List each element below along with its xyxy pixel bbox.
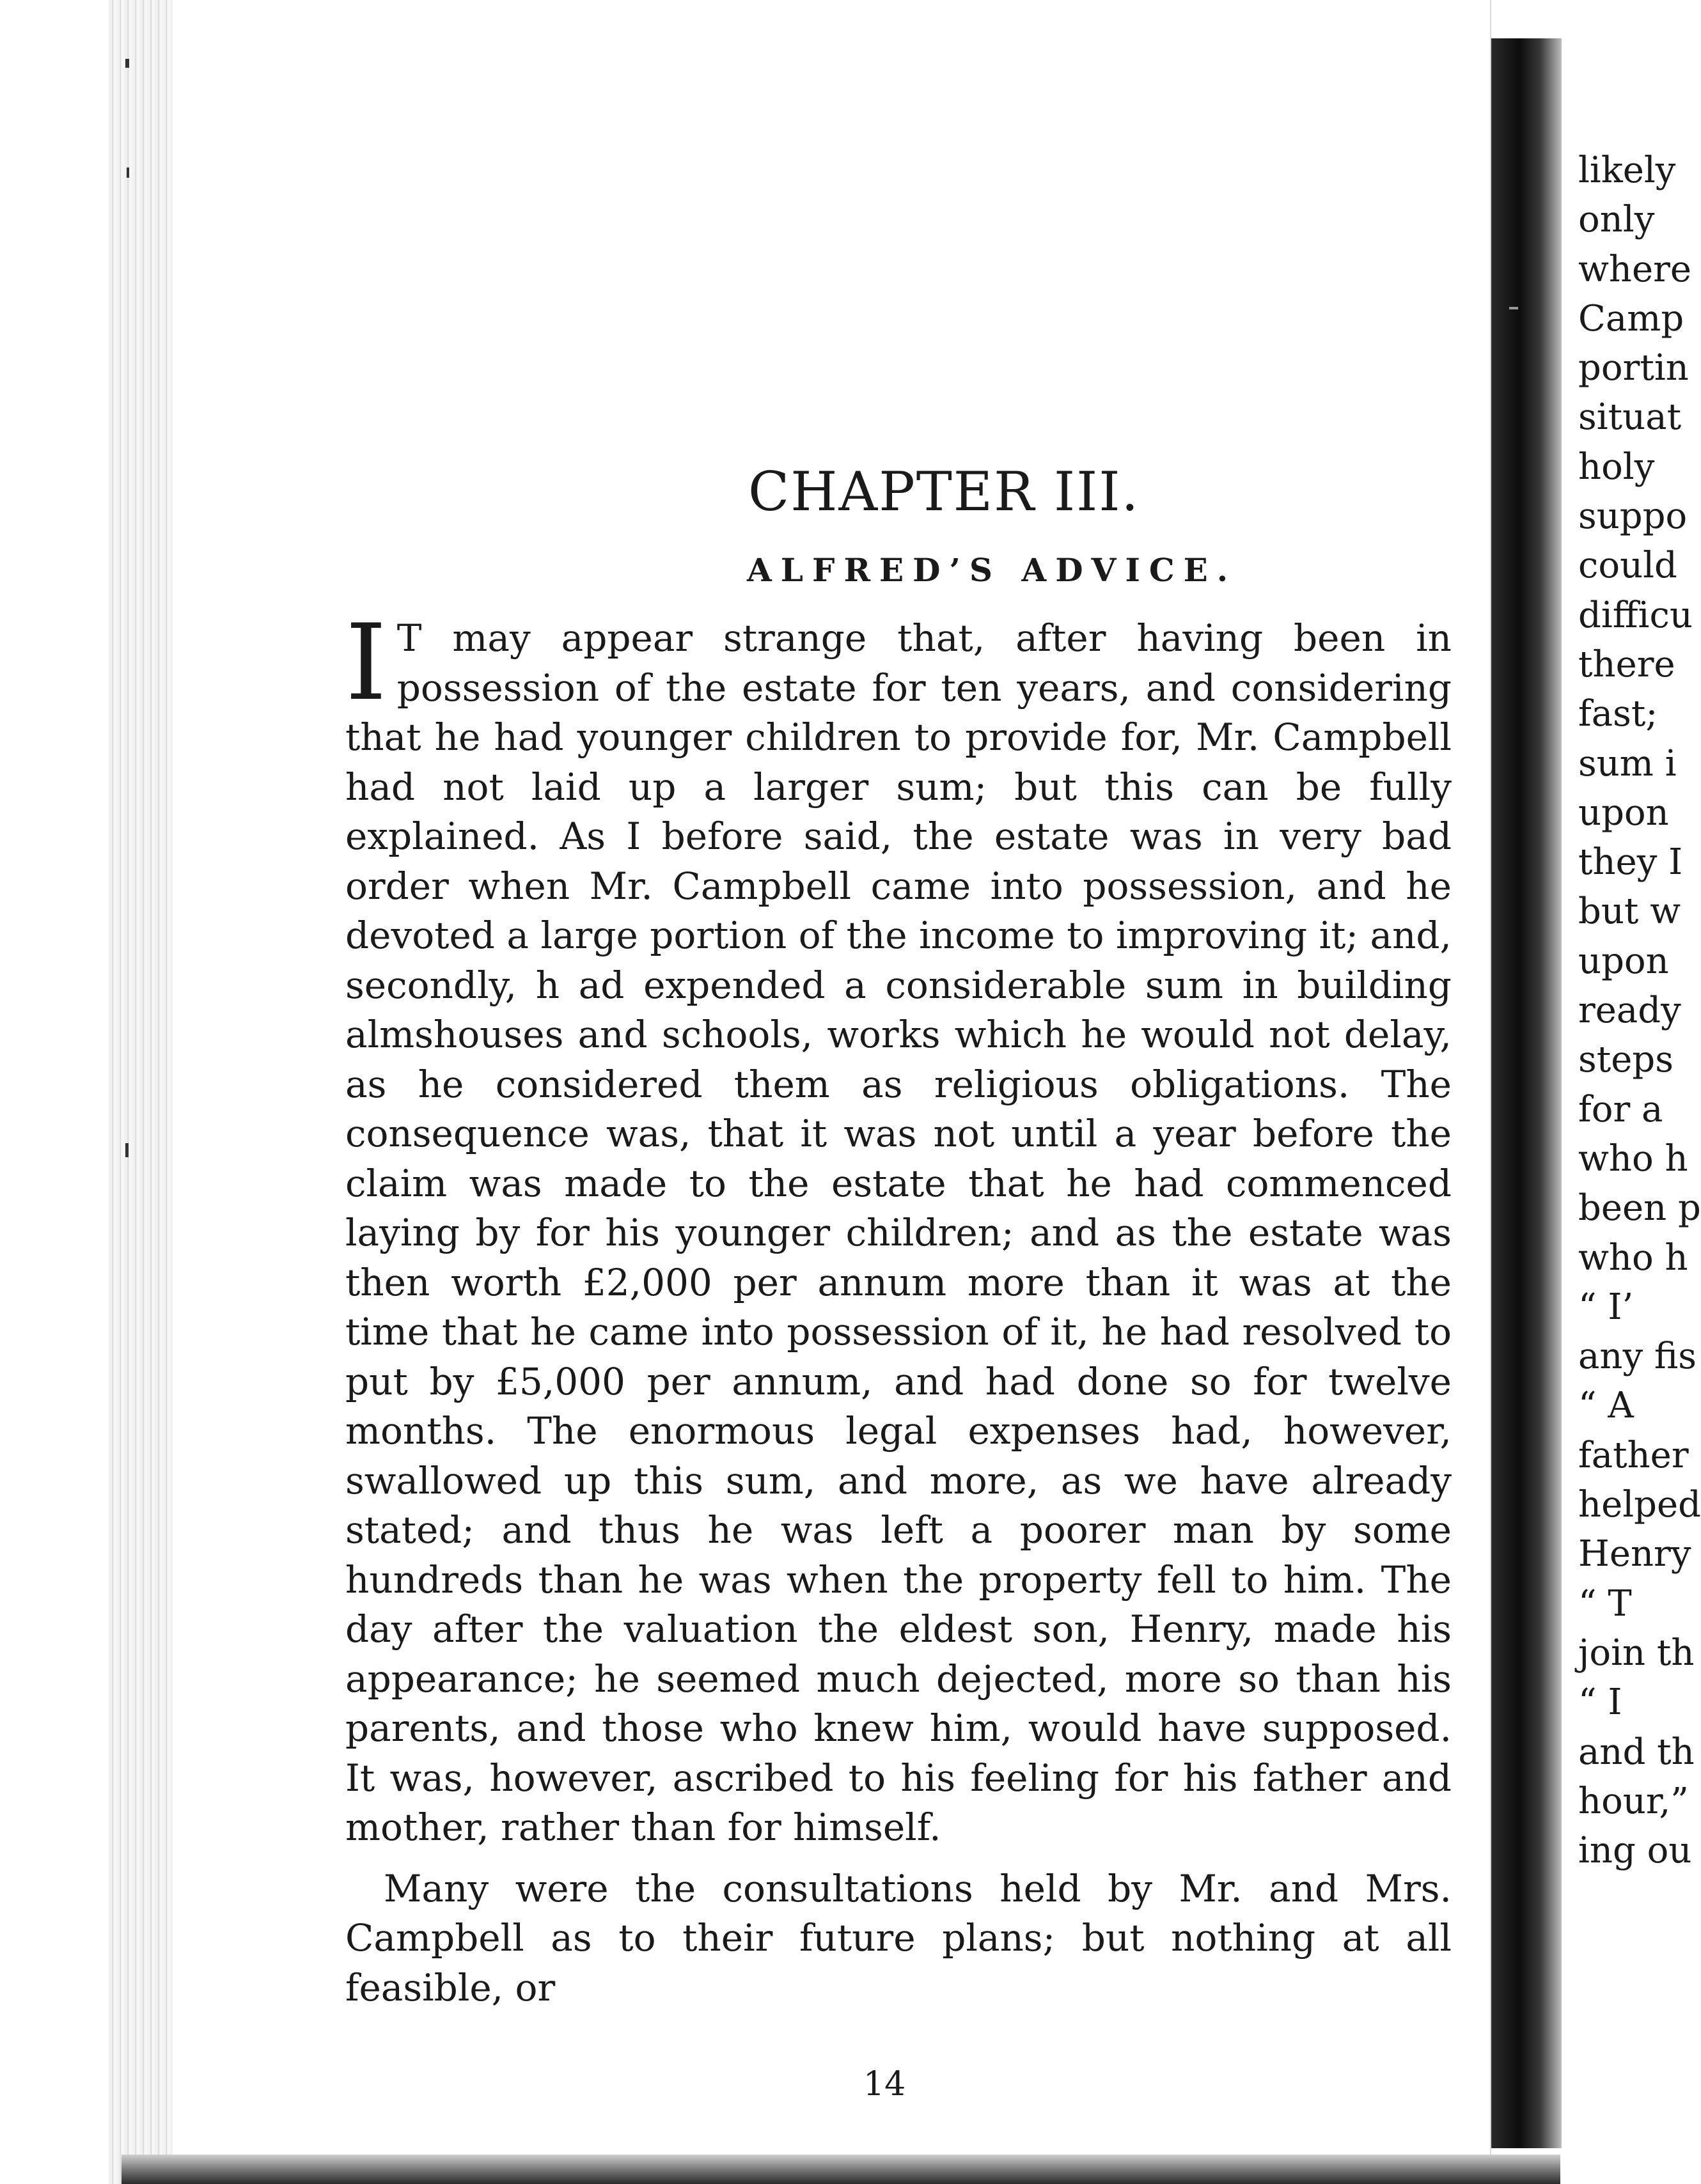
right-page-line: situat	[1578, 396, 1682, 439]
right-page-line: upon	[1578, 940, 1669, 982]
margin-speck	[125, 1143, 129, 1157]
right-page-line: likely	[1578, 150, 1676, 191]
margin-speck	[127, 168, 129, 178]
right-page-line: Henry	[1578, 1533, 1691, 1575]
body-text	[345, 602, 1452, 2013]
chapter-title: CHAPTER III.	[748, 460, 1140, 523]
right-page-line: “ A	[1578, 1385, 1634, 1427]
right-page-line: “ I	[1578, 1681, 1622, 1724]
right-page-line: any fis	[1578, 1336, 1697, 1378]
right-page-line: ready	[1578, 990, 1681, 1032]
right-page-line: helped	[1578, 1484, 1701, 1526]
right-page-line: who h	[1578, 1236, 1688, 1279]
right-page	[1562, 0, 1701, 2184]
right-page-line: difficu	[1578, 594, 1693, 636]
right-page-line: father	[1578, 1434, 1689, 1476]
chapter-subtitle: ALFRED’S ADVICE.	[747, 551, 1237, 589]
right-page-line: where	[1578, 248, 1692, 290]
right-page-line: fast;	[1578, 693, 1658, 735]
paragraph-text: T may appear strange that, after having been in possession of the estate for ten years, and considering that he had younger children to provide for, Mr. Campbell had not laid up a larger sum; but this can be fully explained. As I before said, the estate was in very bad order when Mr. Campbell came into possession, and he devoted a large portion of the income to improving it; and, secondly, h ad expended a considerable sum in building almshouses and schools, works which he would not delay, as he considered them as religious obligations. The consequence was, that it was not until a year before the claim was made to the estate that he had commenced laying by for his younger children; and as the estate was then worth £2,000 per annum more than it was at the time that he came into possession of it, he had resolved to put by £5,000 per annum, and had done so for twelve months. The enormous legal expenses had, however, swallowed up this sum, and more, as we have already stated; and thus he was left a poorer man by some hundreds than he was when the property fell to him. The day after the valuation the eldest son, Henry, made his appearance; he seemed much dejected, more so than his parents, and those who knew him, would have supposed. It was, however, ascribed to his feeling for his father and mother, rather than for himself.	[345, 616, 1452, 1849]
right-page-text	[1562, 146, 1701, 1875]
right-page-line: only	[1578, 199, 1655, 241]
right-page-line: they I	[1578, 841, 1683, 884]
drop-cap: I	[345, 602, 387, 724]
paragraph: Many were the consultations held by Mr. and Mrs. Campbell as to their future plans; but nothing at all feasible, or	[345, 1866, 1452, 2009]
page-edge-stack	[109, 0, 173, 2184]
right-page-line: for a	[1578, 1088, 1663, 1130]
right-page-line: portin	[1578, 347, 1689, 389]
right-page-line: but w	[1578, 891, 1681, 933]
margin-speck	[1509, 307, 1518, 309]
margin-speck	[125, 59, 129, 68]
book-gutter	[1491, 38, 1562, 2148]
right-page-line: suppo	[1578, 495, 1688, 538]
right-page-line: join th	[1578, 1632, 1695, 1674]
page-number: 14	[863, 2065, 906, 2103]
bottom-binding-shadow	[122, 2155, 1560, 2184]
right-page-line: holy	[1578, 446, 1655, 488]
right-page-line: sum i	[1578, 742, 1677, 784]
right-page-line: been p	[1578, 1187, 1701, 1229]
right-page-line: upon	[1578, 792, 1669, 834]
right-page-line: steps	[1578, 1039, 1674, 1081]
right-page-line: ing ou	[1578, 1830, 1692, 1872]
right-page-line: “ I’	[1578, 1286, 1634, 1328]
right-page-line: “ T	[1578, 1582, 1632, 1625]
right-page-line: and th	[1578, 1731, 1695, 1773]
right-page-line: Camp	[1578, 297, 1684, 339]
right-page-line: there	[1578, 643, 1675, 685]
right-page-line: could	[1578, 545, 1677, 587]
paragraph	[345, 602, 1452, 1853]
right-page-line: hour,”	[1578, 1780, 1689, 1822]
right-page-line: who h	[1578, 1137, 1688, 1180]
